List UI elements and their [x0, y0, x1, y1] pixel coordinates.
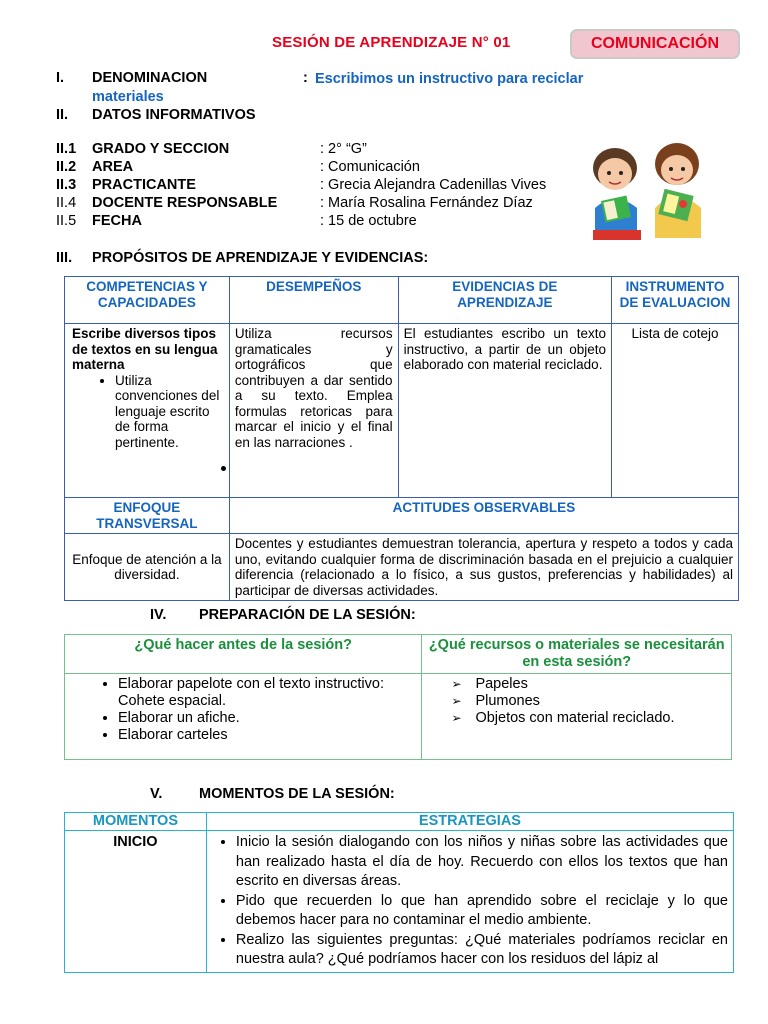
- info-area-number: II.2: [56, 159, 77, 175]
- header-competencies: COMPETENCIAS Y CAPACIDADES: [65, 277, 230, 324]
- section3-number: III.: [56, 250, 73, 266]
- info-teacher-number: II.4: [56, 195, 77, 211]
- strategies-cell: [206, 831, 733, 973]
- info-teacher-value: : María Rosalina Fernández Díaz: [320, 195, 533, 211]
- info-date-label: FECHA: [92, 213, 142, 229]
- session-title: SESIÓN DE APRENDIZAJE N° 01: [272, 34, 511, 51]
- section1-colon: :: [303, 70, 308, 86]
- section5-number: V.: [150, 786, 163, 802]
- children-reading-illustration: [585, 138, 713, 242]
- header-materials: ¿Qué recursos o materiales se necesitarán en esta sesión?: [422, 635, 732, 674]
- strategy-item: • Pido que recuerden lo que han aprendido sobre el reciclaje y lo que debemos hacer para no contaminar el medio ambiente.: [236, 892, 728, 931]
- info-trainee-number: II.3: [56, 177, 77, 193]
- info-trainee-label: PRACTICANTE: [92, 177, 196, 193]
- section3-label: PROPÓSITOS DE APRENDIZAJE Y EVIDENCIAS:: [92, 250, 429, 266]
- session-name-line2: materiales: [92, 89, 164, 105]
- header-approach: ENFOQUE TRANSVERSAL: [65, 498, 230, 534]
- info-grade-label: GRADO Y SECCION: [92, 141, 230, 157]
- header-moments: MOMENTOS: [65, 813, 207, 831]
- strategy-item: • Realizo las siguientes preguntas: ¿Qué materiales podríamos reciclar en nuestra aula? ¿Qué podríamos hacer con los residuos del lápiz al: [236, 931, 728, 970]
- header-performances: DESEMPEÑOS: [229, 277, 398, 324]
- attitudes-cell: Docentes y estudiantes demuestran tolerancia, apertura y respeto a todos y cada uno, evitando cualquier forma de discriminación basada en el prejuicio a cualquier diferencia (relacionado a lo físico, a sus gustos, preferencias y habilidades) al participar de diversas actividades.: [229, 534, 738, 601]
- performance-cell: Utiliza recursos gramaticales y ortográficos que contribuyen a dar sentido a su texto. Emplea formulas retoricas para marcar el inicio y el final en las narraciones .: [229, 324, 398, 498]
- before-item: • Elaborar un afiche.: [118, 710, 416, 727]
- section4-label: PREPARACIÓN DE LA SESIÓN:: [199, 607, 416, 623]
- boy-face: [598, 158, 632, 190]
- section2-label: DATOS INFORMATIVOS: [92, 107, 256, 123]
- info-area-label: AREA: [92, 159, 134, 175]
- approach-cell: Enfoque de atención a la diversidad.: [65, 534, 230, 601]
- purposes-table: [64, 276, 739, 601]
- section4-number: IV.: [150, 607, 167, 623]
- session-name-line1: Escribimos un instructivo para reciclar: [315, 71, 584, 87]
- before-item: • Elaborar papelote con el texto instructivo: Cohete espacial.: [118, 676, 416, 710]
- header-before-session: ¿Qué hacer antes de la sesión?: [65, 635, 422, 674]
- header-instrument: INSTRUMENTO DE EVALUACION: [612, 277, 739, 324]
- info-trainee-value: : Grecia Alejandra Cadenillas Vives: [320, 177, 547, 193]
- before-item: • Elaborar carteles: [118, 727, 416, 744]
- before-session-cell: [65, 674, 422, 760]
- info-teacher-label: DOCENTE RESPONSABLE: [92, 195, 278, 211]
- instrument-cell: Lista de cotejo: [612, 324, 739, 498]
- header-attitudes: ACTITUDES OBSERVABLES: [229, 498, 738, 534]
- competence-cell: [65, 324, 230, 498]
- preparation-table: [64, 634, 732, 760]
- section5-label: MOMENTOS DE LA SESIÓN:: [199, 786, 395, 802]
- competence-title: Escribe diversos tipos de textos en su lengua materna: [72, 326, 218, 372]
- bullet-dot: [221, 466, 226, 471]
- material-item: ➢ Objetos con material reciclado.: [475, 710, 726, 727]
- area-badge: COMUNICACIÓN: [570, 29, 740, 59]
- strategy-item: • Inicio la sesión dialogando con los niños y niñas sobre las actividades que han realizado hasta el día de hoy. Recuerdo con ellos los textos que han escrito en diversas áreas.: [236, 833, 728, 892]
- header-evidences: EVIDENCIAS DE APRENDIZAJE: [398, 277, 611, 324]
- moments-table: [64, 812, 734, 973]
- material-item: ➢ Papeles: [475, 676, 726, 693]
- section1-number: I.: [56, 70, 65, 86]
- info-grade-number: II.1: [56, 141, 77, 157]
- moment-inicio: INICIO: [65, 831, 207, 973]
- info-grade-value: : 2° “G”: [320, 141, 367, 157]
- competence-item: • Utiliza convenciones del lenguaje escrito de forma pertinente.: [115, 373, 224, 451]
- section2-number: II.: [56, 107, 69, 123]
- material-item: ➢ Plumones: [475, 693, 726, 710]
- info-date-value: : 15 de octubre: [320, 213, 417, 229]
- header-strategies: ESTRATEGIAS: [206, 813, 733, 831]
- section1-label: DENOMINACION: [92, 70, 208, 86]
- info-date-number: II.5: [56, 213, 77, 229]
- info-area-value: : Comunicación: [320, 159, 420, 175]
- materials-cell: [422, 674, 732, 760]
- evidence-cell: El estudiantes escribo un texto instructivo, a partir de un objeto elaborado con material reciclado.: [398, 324, 611, 498]
